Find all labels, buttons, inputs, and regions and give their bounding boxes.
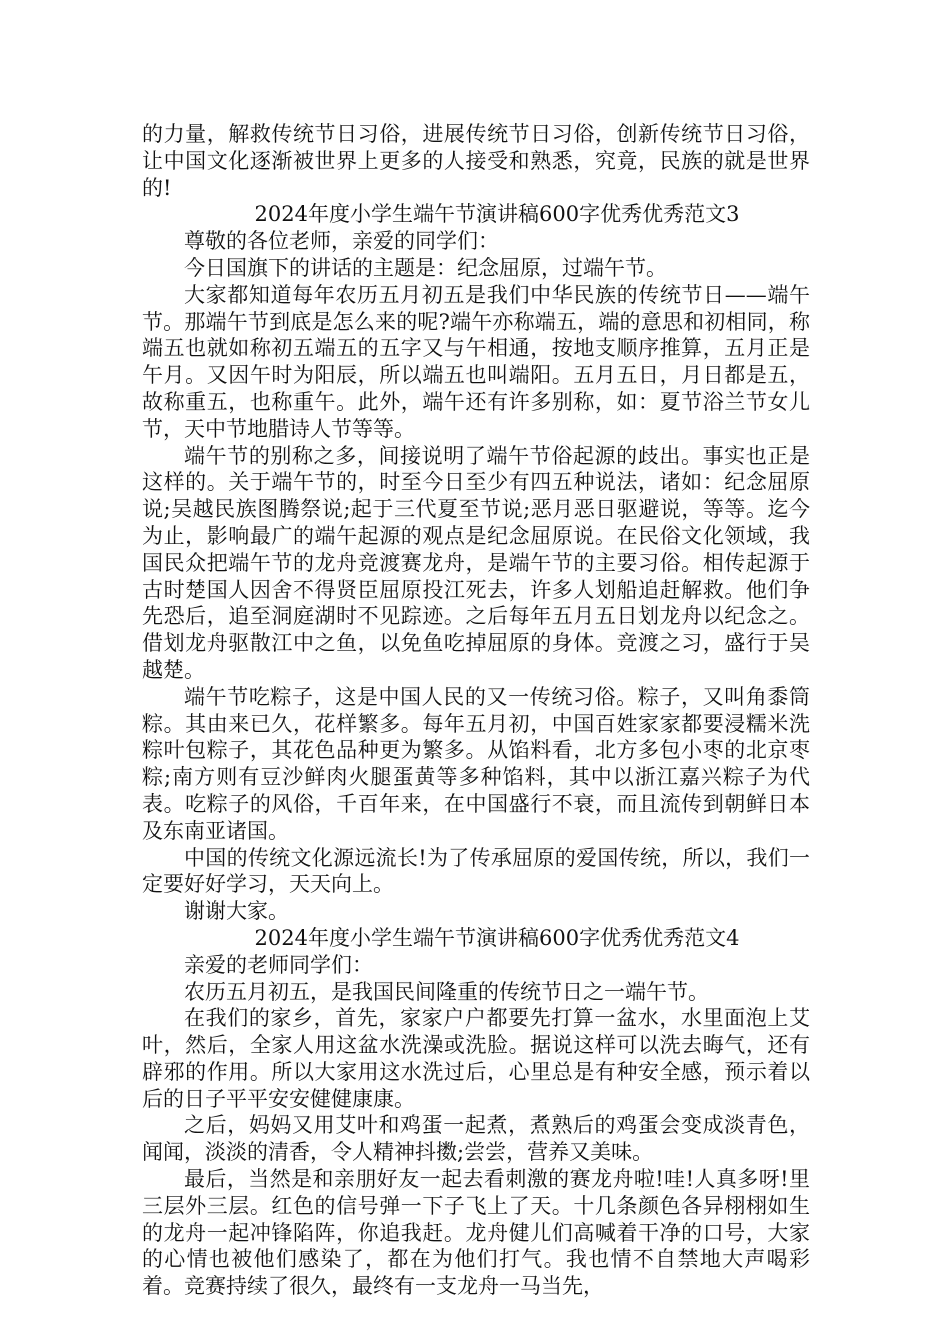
- section-heading: 2024年度小学生端午节演讲稿600字优秀优秀范文3: [254, 202, 740, 227]
- paragraph: 端午节的别称之多，间接说明了端午节俗起源的歧出。事实也正是这样的。关于端午节的，时至今日至少有四五种说法，诸如：纪念屈原说;吴越民族图腾祭说;起于三代夏至节说;恶月恶日驱避说，等等。迄今为止，影响最广的端午起源的观点是纪念屈原说。在民俗文化领域，我国民众把端午节的龙舟竞渡赛龙舟，是端午节的主要习俗。相传起源于古时楚国人因舍不得贤臣屈原投江死去，许多人划船追赶解救。他们争先恐后，追至洞庭湖时不见踪迹。之后每年五月五日划龙舟以纪念之。借划龙舟驱散江中之鱼，以免鱼吃掉屈原的身体。竞渡之习，盛行于吴越楚。: [142, 443, 810, 682]
- salutation: 尊敬的各位老师，亲爱的同学们：: [184, 229, 499, 254]
- section-heading: 2024年度小学生端午节演讲稿600字优秀优秀范文4: [254, 925, 740, 950]
- paragraph: 之后，妈妈又用艾叶和鸡蛋一起煮，煮熟后的鸡蛋会变成淡青色，闻闻，淡淡的清香，令人精神抖擞;尝尝，营养又美味。: [142, 1113, 810, 1165]
- paragraph: 大家都知道每年农历五月初五是我们中华民族的传统节日——端午节。那端午节到底是怎么来的呢?端午亦称端五，端的意思和初相同，称端五也就如称初五端五的五字又与午相通，按地支顺序推算，五月正是午月。又因午时为阳辰，所以端五也叫端阳。五月五日，月日都是五，故称重五，也称重午。此外，端午还有许多别称，如：夏节浴兰节女儿节，天中节地腊诗人节等等。: [142, 282, 810, 441]
- closing: 谢谢大家。: [184, 899, 289, 924]
- paragraph: 的力量，解救传统节日习俗，进展传统节日习俗，创新传统节日习俗，让中国文化逐渐被世界上更多的人接受和熟悉，究竟，民族的就是世界的!: [142, 122, 810, 200]
- paragraph: 今日国旗下的讲话的主题是：纪念屈原，过端午节。: [184, 255, 667, 280]
- paragraph: 农历五月初五，是我国民间隆重的传统节日之一端午节。: [184, 979, 709, 1004]
- document-page: [142, 121, 810, 1300]
- salutation: 亲爱的老师同学们：: [184, 952, 373, 977]
- paragraph: 中国的传统文化源远流长!为了传承屈原的爱国传统，所以，我们一定要好好学习，天天向上。: [142, 845, 810, 897]
- paragraph: 端午节吃粽子，这是中国人民的又一传统习俗。粽子，又叫角黍筒粽。其由来已久，花样繁多。每年五月初，中国百姓家家都要浸糯米洗粽叶包粽子，其花色品种更为繁多。从馅料看，北方多包小枣的北京枣粽;南方则有豆沙鲜肉火腿蛋黄等多种馅料，其中以浙江嘉兴粽子为代表。吃粽子的风俗，千百年来，在中国盛行不衰，而且流传到朝鲜日本及东南亚诸国。: [142, 684, 810, 843]
- paragraph: 最后，当然是和亲朋好友一起去看刺激的赛龙舟啦!哇!人真多呀!里三层外三层。红色的信号弹一下子飞上了天。十几条颜色各异栩栩如生的龙舟一起冲锋陷阵，你追我赶。龙舟健儿们高喊着干净的口号，大家的心情也被他们感染了，都在为他们打气。我也情不自禁地大声喝彩着。竞赛持续了很久，最终有一支龙舟一马当先，: [142, 1167, 810, 1299]
- paragraph: 在我们的家乡，首先，家家户户都要先打算一盆水，水里面泡上艾叶，然后，全家人用这盆水洗澡或洗脸。据说这样可以洗去晦气，还有辟邪的作用。所以大家用这水洗过后，心里总是有种安全感，预示着以后的日子平平安安健健康康。: [142, 1006, 810, 1111]
